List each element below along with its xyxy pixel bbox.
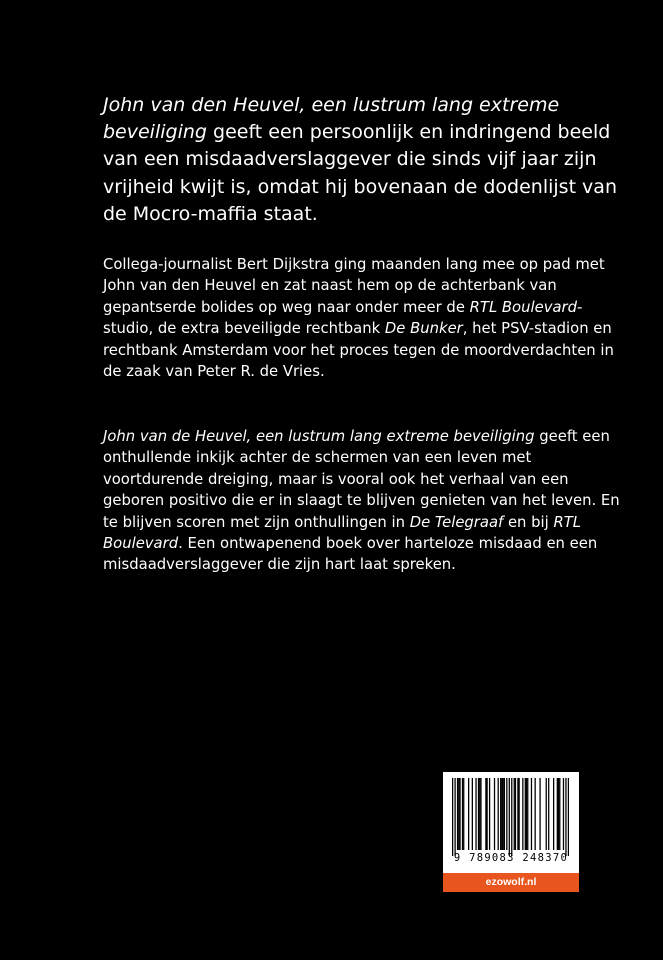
paragraph-summary-text-1: geeft een onthullende inkijk achter de schermen van een leven met voortdurende dreiging, maar is vooral ook het verhaal van een geboren positivo die er in slaagt te blijven genieten van het leven. En te blijven scoren met zijn onthullingen in <box>103 428 620 531</box>
barcode-bar <box>565 778 566 856</box>
paragraph-journalist-italic-2: De Bunker <box>384 320 463 338</box>
barcode-bar <box>472 778 473 850</box>
paragraph-journalist-text-1: Collega-journalist Bert Dijkstra ging maanden lang mee op pad met John van den Heuvel en zat naast hem op de achterbank van gepantserde bolides op weg naar onder meer de <box>103 256 605 316</box>
paragraph-journalist-text-2: -studio, de extra beveiligde rechtbank <box>103 298 583 338</box>
intro-text: geeft een persoonlijk en indringend beeld van een misdaadverslaggever die sinds vijf jaar zijn vrijheid kwijt is, omdat hij bovenaan de dodenlijst van de Mocro-maffia staat. <box>103 121 617 225</box>
barcode-bar <box>494 778 495 850</box>
paragraph-summary-italic-telegraaf: De Telegraaf <box>409 513 504 531</box>
barcode-bar <box>553 778 554 850</box>
barcode-bar <box>498 778 499 850</box>
paragraph-summary-text-2: en bij <box>503 513 554 531</box>
barcode-bar <box>468 778 469 850</box>
barcode-bar <box>506 778 507 850</box>
publisher-website: ezowolf.nl <box>443 873 579 892</box>
barcode-bar <box>501 778 502 850</box>
barcode-bar <box>489 778 490 850</box>
barcode-bar <box>559 778 560 850</box>
barcode-bar <box>531 778 532 850</box>
paragraph-summary-text-3: . Een ontwapenend boek over harteloze misdaad en een misdaadverslaggever die zijn hart laat spreken. <box>103 535 598 574</box>
barcode-bar <box>479 778 480 850</box>
intro-blurb <box>103 92 623 228</box>
intro-book-title: John van den Heuvel, een lustrum lang extreme beveiliging <box>103 94 560 144</box>
barcode-bar <box>504 778 505 850</box>
barcode-bar <box>475 778 476 850</box>
barcode-bar <box>454 778 455 856</box>
barcode-bar <box>546 778 547 850</box>
barcode-icon <box>452 778 569 856</box>
barcode-bar <box>514 778 515 850</box>
barcode-bar <box>459 778 460 850</box>
barcode-bar <box>463 778 464 850</box>
barcode-bar <box>517 778 518 850</box>
barcode-bar <box>480 778 481 850</box>
paragraph-summary-book-title: John van de Heuvel, een lustrum lang extreme beveiliging <box>103 428 535 445</box>
isbn-barcode-block <box>443 772 579 892</box>
barcode-bar <box>515 778 516 850</box>
barcode-bar <box>525 778 526 850</box>
barcode-bar <box>563 778 564 850</box>
paragraph-summary <box>103 426 623 576</box>
barcode-bar <box>526 778 527 850</box>
barcode-bar <box>511 778 512 856</box>
paragraph-journalist-text-3: , het PSV-stadion en rechtbank Amsterdam voor het proces tegen de moordverdachten in de zaak van Peter R. de Vries. <box>103 320 614 381</box>
barcode-bar <box>535 778 536 850</box>
barcode-bar <box>548 778 549 850</box>
paragraph-summary-italic-rtl: RTL Boulevard <box>103 513 582 553</box>
barcode-bar <box>486 778 487 850</box>
barcode-bar <box>452 778 453 856</box>
paragraph-journalist-italic-1: RTL Boulevard <box>469 298 577 316</box>
barcode-bar <box>527 778 528 850</box>
barcode-bar <box>519 778 520 850</box>
barcode-bar <box>485 778 486 850</box>
barcode-bar <box>500 778 501 850</box>
barcode-bar <box>539 778 540 850</box>
barcode-bar <box>522 778 523 850</box>
barcode-bar <box>457 778 458 850</box>
barcode-bar <box>557 778 558 850</box>
isbn-number: 9 789083 248370 <box>453 852 569 864</box>
barcode-bar <box>502 778 503 850</box>
barcode-bar <box>509 778 510 856</box>
barcode-bar <box>558 778 559 850</box>
barcode-bar <box>462 778 463 850</box>
paragraph-journalist <box>103 254 623 382</box>
barcode-bar <box>568 778 569 856</box>
barcode-bar <box>478 778 479 850</box>
barcode-bar <box>458 778 459 850</box>
